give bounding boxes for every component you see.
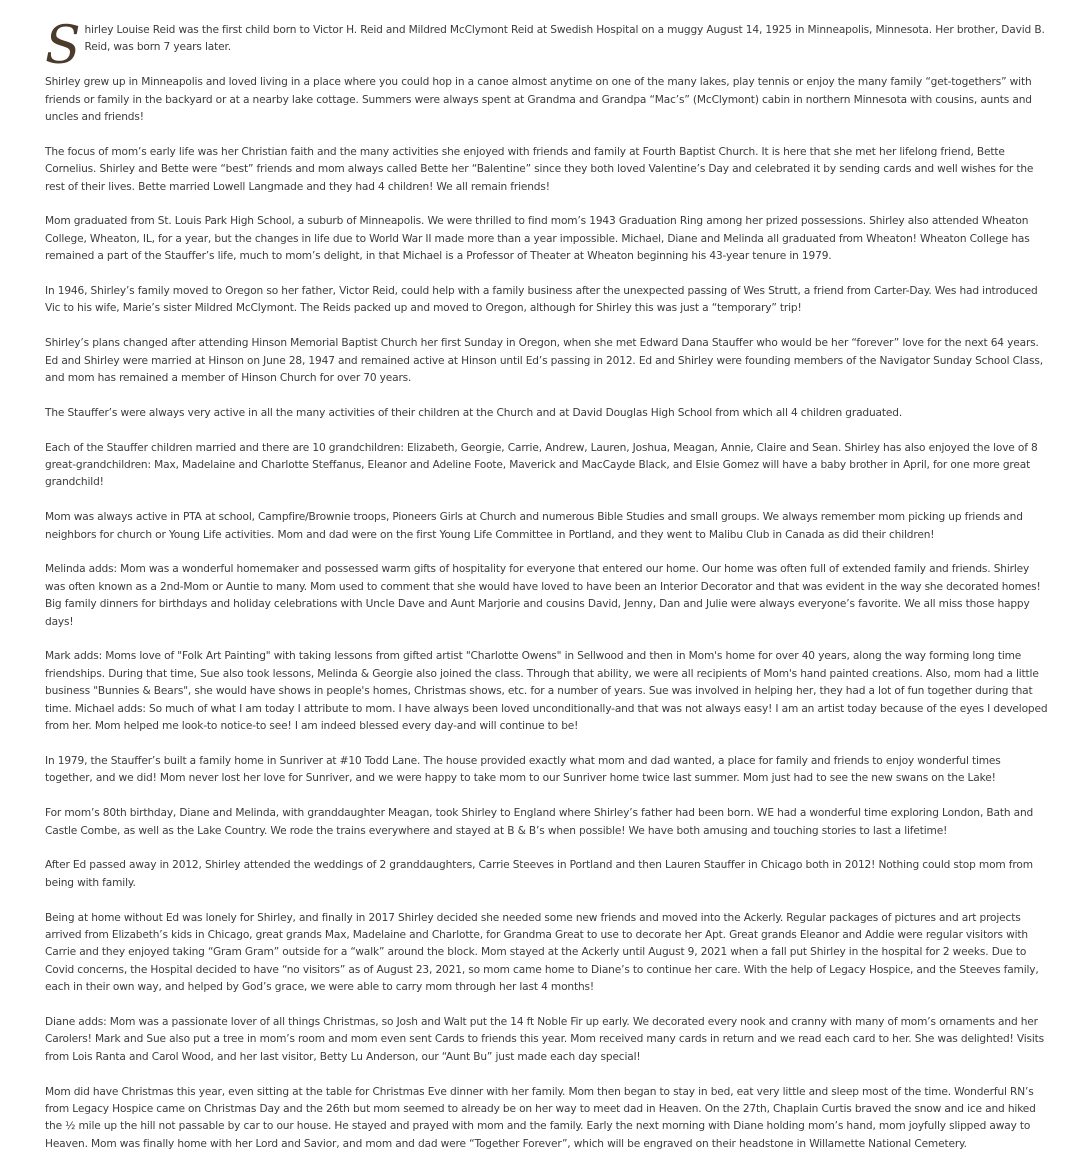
paragraph: Mark adds: Moms love of "Folk Art Painting" with taking lessons from gifted artist "Charlotte Owens" in Sellwood and then in Mom's home for over 40 years, along the way forming long time friendships. During that time, Sue also took lessons, Melinda & Georgie also joined the class. Through that ability, we were all recipients of Mom's hand painted creations. Also, mom had a little business "Bunnies & Bears", she would have shows in people's homes, Christmas shows, etc. for a number of years. Sue was involved in helping her, they had a lot of fun together during that time. Michael adds: So much of what I am today I attribute to mom. I have always been loved unconditionally-and that was not always easy! I am an artist today because of the eyes I developed from her. Mom helped me look-to notice-to see! I am indeed blessed every day-and will continue to be! (45, 650, 1048, 733)
paragraph: Mom graduated from St. Louis Park High School, a suburb of Minneapolis. We were thrilled to find mom’s 1943 Graduation Ring among her prized possessions. Shirley also attended Wheaton College, Wheaton, IL, for a year, but the changes in life due to World War II made more than a year impossible. Michael, Diane and Melinda all graduated from Wheaton! Wheaton College has remained a part of the Stauffer’s life, much to mom’s delight, in that Michael is a Professor of Theater at Wheaton beginning his 43-year tenure in 1979. (45, 215, 1030, 263)
paragraph: The focus of mom’s early life was her Christian faith and the many activities she enjoyed with friends and family at Fourth Baptist Church. It is here that she met her lifelong friend, Bette Cornelius. Shirley and Bette were “best” friends and mom always called Bette her “Balentine” since they both loved Valentine’s Day and celebrated it by sending cards and well wishes for the rest of their lives. Bette married Lowell Langmade and they had 4 children! We all remain friends! (45, 145, 1034, 193)
obituary-article (45, 16, 1051, 1171)
paragraph: Being at home without Ed was lonely for Shirley, and finally in 2017 Shirley decided she needed some new friends and moved into the Ackerly. Regular packages of pictures and art projects arrived from Elizabeth’s kids in Chicago, great grands Max, Madelaine and Charlotte, for Grandma Great to use to decorate her Apt. Great grands Eleanor and Addie were regular visitors with Carrie and they enjoyed taking “Gram Gram” outside for a “walk” around the block. Mom stayed at the Ackerly until August 9, 2021 when a fall put Shirley in the hospital for 2 weeks. Due to Covid concerns, the Hospital decided to have “no visitors” as of August 23, 2021, so mom came home to Diane’s to continue her care. With the help of Legacy Hospice, and the Steeves family, each in their own way, and helped by God’s grace, we were able to carry mom through her last 4 months! (45, 911, 1039, 994)
paragraph: Melinda adds: Mom was a wonderful homemaker and possessed warm gifts of hospitality for everyone that entered our home. Our home was often full of extended family and friends. Shirley was often known as a 2nd-Mom or Auntie to many. Mom used to comment that she would have loved to have been an Interior Decorator and that was evident in the way she decorated homes! Big family dinners for birthdays and holiday celebrations with Uncle Dave and Aunt Marjorie and cousins David, Jenny, Dan and Julie were always everyone’s favorite. We all miss those happy days! (45, 563, 1041, 628)
paragraph: The Stauffer’s were always very active in all the many activities of their children at the Church and at David Douglas High School from which all 4 children graduated. (45, 406, 903, 419)
paragraph: After Ed passed away in 2012, Shirley attended the weddings of 2 granddaughters, Carrie Steeves in Portland and then Lauren Stauffer in Chicago both in 2012! Nothing could stop mom from being with family. (45, 859, 1033, 889)
paragraph: Each of the Stauffer children married and there are 10 grandchildren: Elizabeth, Georgie, Carrie, Andrew, Lauren, Joshua, Meagan, Annie, Claire and Sean. Shirley has also enjoyed the love of 8 great-grandchildren: Max, Madelaine and Charlotte Steffanus, Eleanor and Adeline Foote, Maverick and MacCayde Black, and Elsie Gomez will have a baby brother in April, for one more great grandchild! (45, 441, 1038, 489)
paragraph: In 1946, Shirley’s family moved to Oregon so her father, Victor Reid, could help with a family business after the unexpected passing of Wes Strutt, a friend from Carter-Day. Wes had introduced Vic to his wife, Marie’s sister Mildred McClymont. The Reids packed up and moved to Oregon, although for Shirley this was just a “temporary” trip! (45, 285, 1038, 315)
paragraph-intro (45, 16, 1051, 76)
paragraph: Mom was always active in PTA at school, Campfire/Brownie troops, Pioneers Girls at Church and numerous Bible Studies and small groups. We always remember mom picking up friends and neighbors for church or Young Life activities. Mom and dad were on the first Young Life Committee in Portland, and they went to Malibu Club in Canada as did their children! (45, 511, 1023, 541)
paragraph: Shirley’s plans changed after attending Hinson Memorial Baptist Church her first Sunday in Oregon, when she met Edward Dana Stauffer who would be her “forever” love for the next 64 years. Ed and Shirley were married at Hinson on June 28, 1947 and remained active at Hinson until Ed’s passing in 2012. Ed and Shirley were founding members of the Navigator Sunday School Class, and mom has remained a member of Hinson Church for over 70 years. (45, 337, 1043, 385)
paragraph: In 1979, the Stauffer’s built a family home in Sunriver at #10 Todd Lane. The house provided exactly what mom and dad wanted, a place for family and friends to enjoy wonderful times together, and we did! Mom never lost her love for Sunriver, and we were happy to take mom to our Sunriver home twice last summer. Mom just had to see the new swans on the Lake! (45, 754, 1001, 785)
paragraph: Mom did have Christmas this year, even sitting at the table for Christmas Eve dinner with her family. Mom then began to stay in bed, eat very little and sleep most of the time. Wonderful RN’s from Legacy Hospice came on Christmas Day and the 26th but mom seemed to already be on her way to meet dad in Heaven. On the 27th, Chaplain Curtis braved the snow and ice and hiked the ½ mile up the hill not passable by car to our house. He stayed and prayed with mom and the family. Early the next morning with Diane holding mom’s hand, mom joyfully slipped away to Heaven. Mom was finally home with her Lord and Savior, and mom and dad were “Together Forever”, which will be engraved on their headstone in Willamette National Cemetery. (45, 1085, 1036, 1150)
paragraph: For mom’s 80th birthday, Diane and Melinda, with granddaughter Meagan, took Shirley to England where Shirley’s father had been born. WE had a wonderful time exploring London, Bath and Castle Combe, as well as the Lake Country. We rode the trains everywhere and stayed at B & B’s when possible! We have both amusing and touching stories to last a lifetime! (45, 807, 1034, 837)
paragraph: Diane adds: Mom was a passionate lover of all things Christmas, so Josh and Walt put the 14 ft Noble Fir up early. We decorated every nook and cranny with many of mom’s ornaments and her Carolers! Mark and Sue also put a tree in mom’s room and mom even sent Cards to friends this year. Mom received many cards in return and we read each card to her. She was delighted! Visits from Lois Ranta and Carol Wood, and her last visitor, Betty Lu Anderson, our “Aunt Bu” just made each day special! (45, 1015, 1045, 1063)
drop-cap: S (45, 16, 81, 76)
intro-text: hirley Louise Reid was the first child born to Victor H. Reid and Mildred McClymont Reid at Swedish Hospital on a muggy August 14, 1925 in Minneapolis, Minnesota. Her brother, David B. Reid, was born 7 years later. (84, 24, 1045, 54)
paragraph: Shirley grew up in Minneapolis and loved living in a place where you could hop in a canoe almost anytime on one of the many lakes, play tennis or enjoy the many family “get-togethers” with friends or family in the backyard or at a nearby lake cottage. Summers were always spent at Grandma and Grandpa “Mac’s” (McClymont) cabin in northern Minnesota with cousins, aunts and uncles and friends! (45, 76, 1032, 124)
